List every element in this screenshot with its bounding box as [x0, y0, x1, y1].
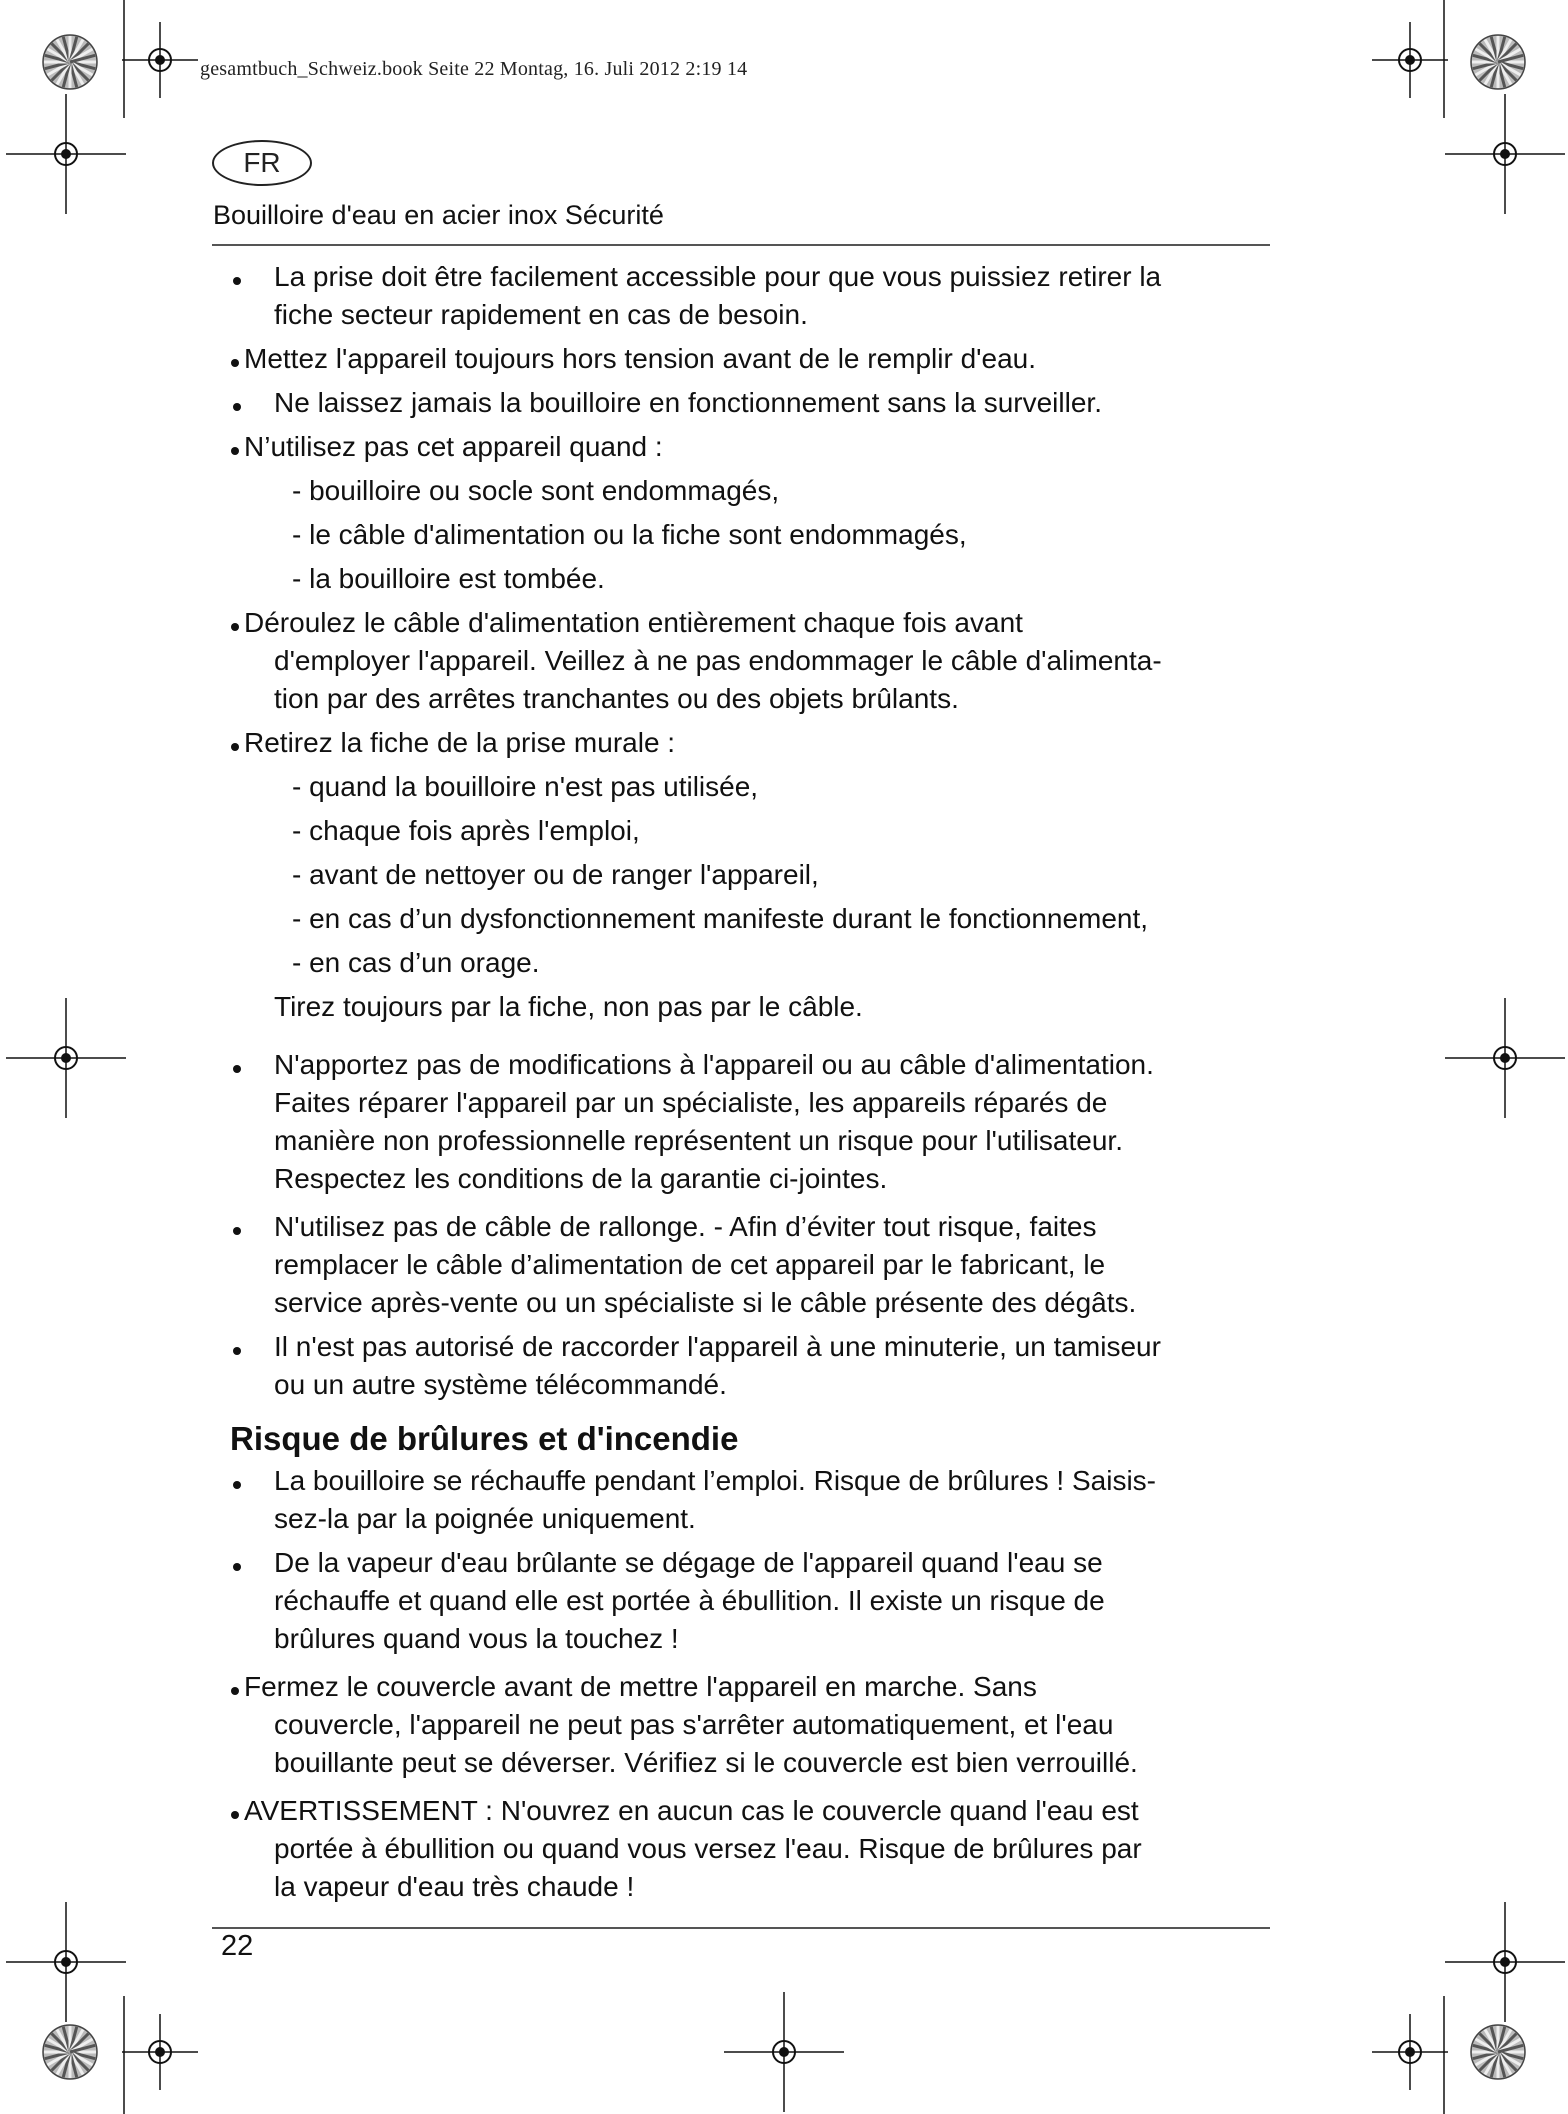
bullet-icon [233, 1347, 241, 1355]
bullet-text-line: d'employer l'appareil. Veillez à ne pas endommager le câble d'alimenta- [274, 645, 1162, 676]
bullet-text-line: Fermez le couvercle avant de mettre l'appareil en marche. Sans [244, 1671, 1037, 1702]
crosshair-icon-dot [1405, 2047, 1415, 2057]
section-title: Bouilloire d'eau en acier inox Sécurité [213, 200, 664, 230]
bullet-icon [231, 743, 239, 751]
crosshair-icon-dot [1405, 55, 1415, 65]
bullet-text-line: Retirez la fiche de la prise murale : [244, 727, 676, 758]
bullet-icon [231, 1811, 239, 1819]
crosshair-icon-dot [1500, 1053, 1510, 1063]
bullet-text-line: remplacer le câble d’alimentation de cet appareil par le fabricant, le [274, 1249, 1106, 1280]
crosshair-icon-dot [61, 1957, 71, 1967]
bullet-text-line: Ne laissez jamais la bouilloire en fonctionnement sans la surveiller. [274, 387, 1102, 418]
bullet-text-line: manière non professionnelle représentent un risque pour l'utilisateur. [274, 1125, 1123, 1156]
bullet-icon [233, 403, 241, 411]
bullet-text-line: N’utilisez pas cet appareil quand : [244, 431, 663, 462]
bullet-text-line: réchauffe et quand elle est portée à ébullition. Il existe un risque de [274, 1585, 1105, 1616]
sub-list-item: - la bouilloire est tombée. [292, 563, 605, 594]
sub-list-item: - quand la bouilloire n'est pas utilisée, [292, 771, 759, 802]
crosshair-icon-dot [155, 55, 165, 65]
sub-list-item: - bouilloire ou socle sont endommagés, [292, 475, 780, 506]
bullet-text-line: service après-vente ou un spécialiste si le câble présente des dégâts. [274, 1287, 1137, 1318]
bullet-text-line: couvercle, l'appareil ne peut pas s'arrêter automatiquement, et l'eau [274, 1709, 1114, 1740]
bullet-text-line: La bouilloire se réchauffe pendant l’emploi. Risque de brûlures ! Saisis- [274, 1465, 1156, 1496]
bullet-text-line: Déroulez le câble d'alimentation entièrement chaque fois avant [244, 607, 1023, 638]
bullet-text-line: bouillante peut se déverser. Vérifiez si le couvercle est bien verrouillé. [274, 1747, 1138, 1778]
bullet-text-line: N'utilisez pas de câble de rallonge. - Afin d’éviter tout risque, faites [274, 1211, 1097, 1242]
bullet-text-line: Mettez l'appareil toujours hors tension avant de le remplir d'eau. [244, 343, 1037, 374]
bullet-text-line: La prise doit être facilement accessible pour que vous puissiez retirer la [274, 261, 1162, 292]
subsection-heading: Risque de brûlures et d'incendie [230, 1420, 739, 1457]
bullet-icon [231, 447, 239, 455]
bullet-text-line: brûlures quand vous la touchez ! [274, 1623, 679, 1654]
sub-list-item: - le câble d'alimentation ou la fiche sont endommagés, [292, 519, 967, 550]
crosshair-icon-dot [779, 2047, 789, 2057]
bullet-text-line: Faites réparer l'appareil par un spécialiste, les appareils réparés de [274, 1087, 1108, 1118]
language-badge: FR [212, 140, 312, 186]
crosshair-icon-dot [155, 2047, 165, 2057]
crosshair-icon-dot [1500, 149, 1510, 159]
bullet-icon [233, 1563, 241, 1571]
sub-list-item: - chaque fois après l'emploi, [292, 815, 640, 846]
sub-list-item: - en cas d’un dysfonctionnement manifeste durant le fonctionnement, [292, 903, 1149, 934]
print-header: gesamtbuch_Schweiz.book Seite 22 Montag, 16. Juli 2012 2:19 14 [200, 58, 748, 80]
bullet-text-line: De la vapeur d'eau brûlante se dégage de l'appareil quand l'eau se [274, 1547, 1103, 1578]
bullet-text-line: ou un autre système télécommandé. [274, 1369, 727, 1400]
sub-list-item: - en cas d’un orage. [292, 947, 540, 978]
crosshair-icon-dot [61, 149, 71, 159]
bullet-text-line: AVERTISSEMENT : N'ouvrez en aucun cas le couvercle quand l'eau est [244, 1795, 1139, 1826]
bullet-text-line: fiche secteur rapidement en cas de besoin. [274, 299, 808, 330]
bullet-text-line: Respectez les conditions de la garantie ci-jointes. [274, 1163, 888, 1194]
bullet-text-line: la vapeur d'eau très chaude ! [274, 1871, 635, 1902]
bullet-icon [233, 277, 241, 285]
crosshair-icon-dot [1500, 1957, 1510, 1967]
bullet-icon [231, 1687, 239, 1695]
bullet-text-line: portée à ébullition ou quand vous versez l'eau. Risque de brûlures par [274, 1833, 1142, 1864]
page-number: 22 [221, 1930, 254, 1962]
bullet-text-line: sez-la par la poignée uniquement. [274, 1503, 696, 1534]
bullet-text-line: tion par des arrêtes tranchantes ou des objets brûlants. [274, 683, 959, 714]
header-rule [212, 244, 1270, 246]
footer-rule [212, 1927, 1270, 1929]
note-line: Tirez toujours par la fiche, non pas par le câble. [274, 991, 863, 1022]
bullet-icon [233, 1065, 241, 1073]
sub-list-item: - avant de nettoyer ou de ranger l'appareil, [292, 859, 819, 890]
bullet-text-line: N'apportez pas de modifications à l'appareil ou au câble d'alimentation. [274, 1049, 1154, 1080]
crosshair-icon-dot [61, 1053, 71, 1063]
bullet-icon [231, 623, 239, 631]
bullet-icon [231, 359, 239, 367]
bullet-text-line: Il n'est pas autorisé de raccorder l'appareil à une minuterie, un tamiseur [274, 1331, 1161, 1362]
bullet-icon [233, 1227, 241, 1235]
bullet-icon [233, 1481, 241, 1489]
